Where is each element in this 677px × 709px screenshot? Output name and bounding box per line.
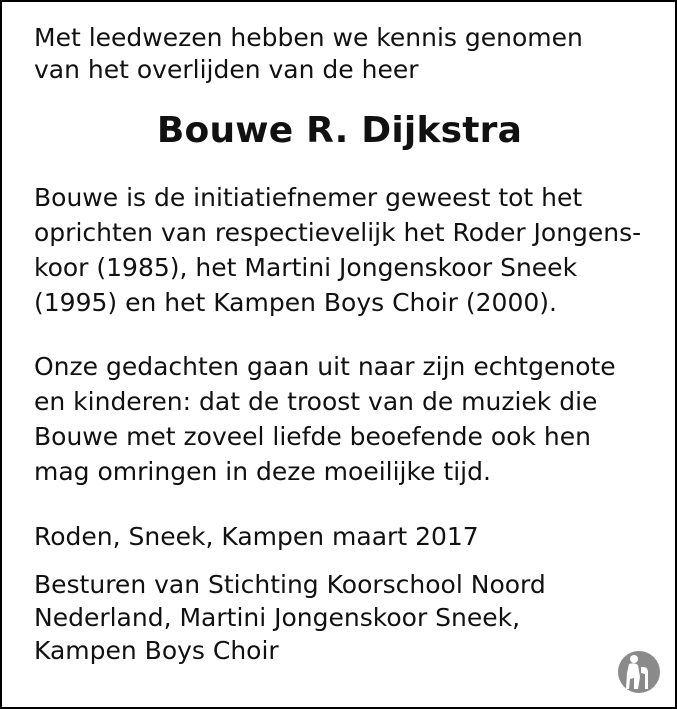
mourning-figure-icon [617,647,661,697]
intro-line-1: Met leedwezen hebben we kennis genomen [34,23,583,52]
paragraph-line: mag omringen in deze moeilijke tijd. [34,457,491,486]
emblem-head [630,655,638,663]
intro-line-2: van het overlijden van de heer [34,55,419,84]
signature-line: Kampen Boys Choir [34,636,279,665]
signature-line: Nederland, Martini Jongenskoor Sneek, [34,603,521,632]
deceased-name: Bouwe R. Dijkstra [156,110,523,151]
paragraph-line: Bouwe is de initiatiefnemer geweest tot het [34,183,583,212]
place-date: Roden, Sneek, Kampen maart 2017 [34,522,479,551]
place-date-block [34,519,645,554]
signature-line: Besturen van Stichting Koorschool Noord [34,570,546,599]
paragraph-line: en kinderen: dat de troost van de muziek die [34,387,598,416]
paragraph-line: (1995) en het Kampen Boys Choir (2000). [34,288,557,317]
paragraph-line: Bouwe met zoveel liefde beoefende ook hen [34,422,591,451]
paragraph-line: koor (1985), het Martini Jongenskoor Sneek [34,253,578,282]
paragraph-condolence [34,349,645,489]
paragraph-line: oprichten van respectievelijk het Roder Jongens- [34,218,642,247]
paragraph-line: Onze gedachten gaan uit naar zijn echtgenote [34,352,616,381]
paragraph-initiative [34,180,645,320]
signature-block [34,568,645,667]
